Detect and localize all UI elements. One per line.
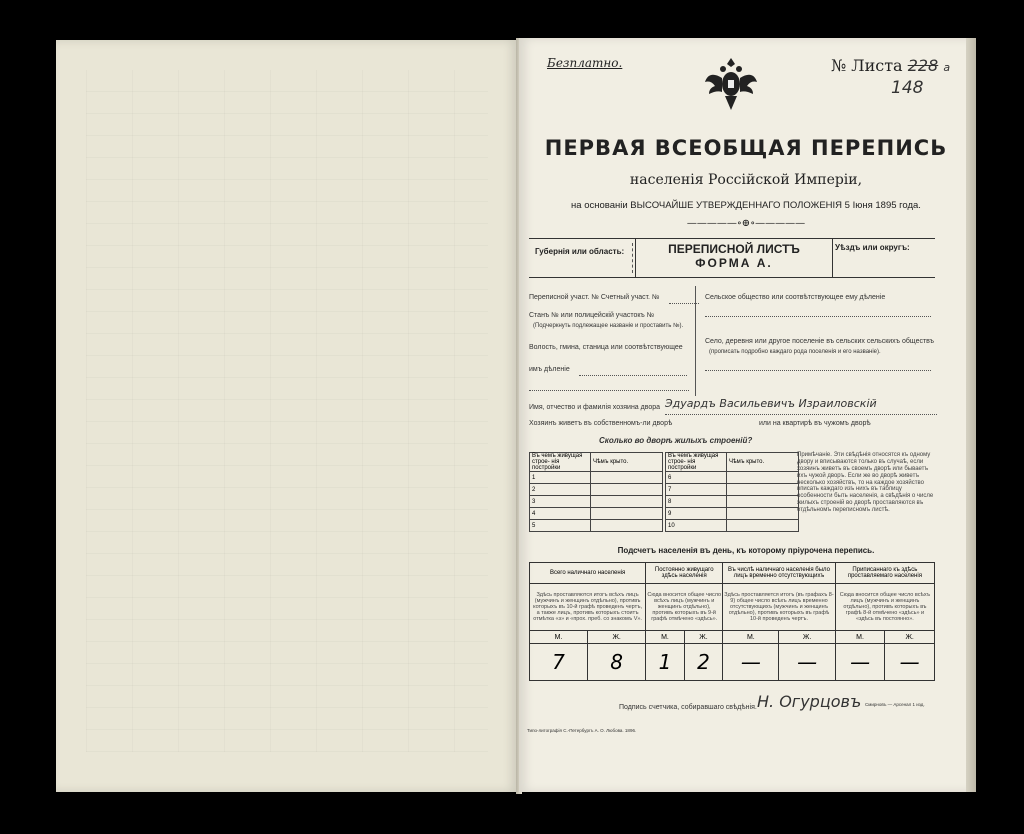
- selo-field: Село, деревня или другое поселеніе въ сельских сельскихъ обществъ: [705, 338, 935, 345]
- pop-value: 8: [588, 644, 646, 681]
- population-table: [529, 562, 935, 681]
- buildings-row-num: 9: [666, 508, 727, 520]
- buildings-row-num: 7: [666, 484, 727, 496]
- pop-value: 1: [646, 644, 684, 681]
- ornament-divider: —————∘⊕∘—————: [686, 218, 806, 229]
- form-title-box: [635, 239, 833, 277]
- uezd-field: Уѣздъ или округъ:: [835, 243, 910, 252]
- signature-label: Подпись счетчика, собиравшаго свѣдѣнія.: [619, 704, 757, 711]
- female-header: Ж.: [588, 631, 646, 644]
- buildings-row-num: 1: [530, 472, 591, 484]
- uchastok-field: Переписной участ. № Счетный участ. №: [529, 294, 660, 301]
- census-form-page: [519, 38, 973, 792]
- pop-value: —: [885, 644, 935, 681]
- obshchestvo-field: Сельское общество или соотвѣтствующее ему дѣленіе: [705, 294, 886, 301]
- left-page: [56, 40, 518, 792]
- signature-handwritten: Н. Огурцовъ: [757, 692, 862, 711]
- legal-basis: на основаніи ВЫСОЧАЙШЕ УТВЕРЖДЕННАГО ПОЛОЖЕНІЯ 5 Іюня 1895 года.: [571, 200, 921, 211]
- lives-label-2: или на квартирѣ въ чужомъ дворѣ: [759, 420, 871, 427]
- lives-label: Хозяинъ живетъ въ собственномъ-ли дворѣ: [529, 420, 673, 427]
- pop-col-title: Приписаннаго къ здѣсь проставляемаго населенія: [835, 563, 934, 584]
- pop-value: 7: [530, 644, 588, 681]
- pop-col-desc: Сюда вносится общее число всѣхъ лицъ (мужчинъ и женщинъ отдѣльно), противъ которыхъ въ графѣ 8-й отмѣчено «здѣсь» и «здѣсь въ постоянно».: [835, 584, 934, 631]
- male-header: М.: [646, 631, 684, 644]
- buildings-col-header: Чѣмъ крыто.: [727, 453, 799, 472]
- page-subtitle: населенія Россійской Имперіи,: [629, 172, 863, 188]
- pop-col-desc: Здѣсь проставляются итогъ всѣхъ лицъ (мужчинъ и женщинъ отдѣльно), противъ которыхъ въ 10-й графѣ проведенъ чертъ, а также лицъ, противъ которыхъ стоитъ отмѣтка «з» и «прох. преб. со знакомъ V».: [530, 584, 646, 631]
- buildings-question: Сколько во дворѣ жилыхъ строеній?: [599, 436, 753, 445]
- buildings-row-num: 3: [530, 496, 591, 508]
- volost-field-2: имъ дѣленіе: [529, 366, 570, 373]
- form-header: [529, 238, 935, 278]
- buildings-row-num: 4: [530, 508, 591, 520]
- male-header: М.: [530, 631, 588, 644]
- sheet-number: [831, 56, 950, 75]
- free-label: Безплатно.: [547, 56, 623, 70]
- female-header: Ж.: [885, 631, 935, 644]
- buildings-row-num: 5: [530, 520, 591, 532]
- printer-imprint: Типо-литографія С.-Петербургъ А. О. Любова. 1896.: [527, 728, 637, 733]
- pop-value: 2: [684, 644, 723, 681]
- buildings-row-num: 8: [666, 496, 727, 508]
- page-title: ПЕРВАЯ ВСЕОБЩАЯ ПЕРЕПИСЬ: [544, 136, 948, 160]
- pop-value: —: [723, 644, 779, 681]
- owner-name-handwritten: Эдуардъ Васильевичъ Израиловскій: [665, 397, 877, 410]
- female-header: Ж.: [684, 631, 723, 644]
- buildings-row-num: 10: [666, 520, 727, 532]
- population-heading: Подсчетъ населенія въ день, къ которому пріурочена перепись.: [617, 546, 875, 555]
- note-text: Примѣчаніе. Эти свѣдѣнія относятся къ одному двору и вписываются только въ случаѣ, если хозяинъ живетъ въ своемъ дворѣ или бываетъ ихъ чужой дворъ. Если же во дворѣ живетъ несколько хозяйствъ, то на каждое хозяйство вписать каждаго изъ нихъ въ таблицу особенности быть населенія, а свѣдѣнія о числе жилыхъ строеній во дворѣ проставляются въ отдѣльномъ переписномъ листѣ.: [797, 452, 934, 514]
- volost-field: Волость, гмина, станица или соотвѣтствующее: [529, 344, 683, 351]
- stan-field: Станъ № или полицейскій участокъ №: [529, 312, 655, 319]
- sheet-number-handwritten: 148: [891, 78, 924, 98]
- printer-imprint-right: Смирновъ — Арсенал 1 изд.: [865, 702, 925, 707]
- buildings-row-num: 2: [530, 484, 591, 496]
- pop-col-desc: Здѣсь проставляется итогъ (въ графахъ 8-9) общее число всѣхъ лицъ временно отсутствующихъ (мужчинъ и женщинъ отдѣльно), противъ которыхъ въ графѣ 10-й проведенъ чертъ.: [723, 584, 836, 631]
- selo-note: (прописать подробно каждаго рода поселенія и его названіе).: [709, 349, 881, 355]
- buildings-col-header: Въ чемъ живущая строе- нія постройки: [666, 453, 727, 472]
- owner-label: Имя, отчество и фамилія хозяина двора: [529, 404, 661, 411]
- page-edge: [966, 38, 976, 792]
- pop-col-title: Постоянно живущаго здѣсь населенія: [646, 563, 723, 584]
- male-header: М.: [835, 631, 885, 644]
- pop-value: —: [779, 644, 835, 681]
- buildings-col-header: Чѣмъ крыто.: [591, 453, 663, 472]
- form-title-line1: ПЕРЕПИСНОЙ ЛИСТЪ: [668, 242, 800, 256]
- guberniya-field: Губернія или область:: [529, 243, 633, 273]
- buildings-table-right: [665, 452, 799, 532]
- buildings-row-num: 6: [666, 472, 727, 484]
- sheet-number-struck: 228: [907, 56, 939, 75]
- pop-col-title: Всего наличнаго населенія: [530, 563, 646, 584]
- female-header: Ж.: [779, 631, 835, 644]
- sheet-suffix: а: [943, 61, 951, 74]
- bleed-through-grid: [86, 70, 488, 752]
- male-header: М.: [723, 631, 779, 644]
- sheet-label: № Листа: [831, 56, 903, 75]
- pop-col-title: Въ числѣ наличнаго населенія было лицъ временно отсутствующихъ: [723, 563, 836, 584]
- buildings-table-left: [529, 452, 663, 532]
- stan-note: (Подчеркнуть подлежащее названіе и проставить №).: [533, 323, 684, 329]
- pop-col-desc: Сюда вносится общее число всѣхъ лицъ (мужчинъ и женщинъ отдѣльно), противъ которыхъ въ 9-й графѣ отмѣчено «здѣсь».: [646, 584, 723, 631]
- form-title-line2: ФОРМА А.: [695, 256, 773, 270]
- imperial-eagle-emblem: [703, 52, 759, 114]
- pop-value: —: [835, 644, 885, 681]
- buildings-col-header: Въ чемъ живущая строе- нія постройки: [530, 453, 591, 472]
